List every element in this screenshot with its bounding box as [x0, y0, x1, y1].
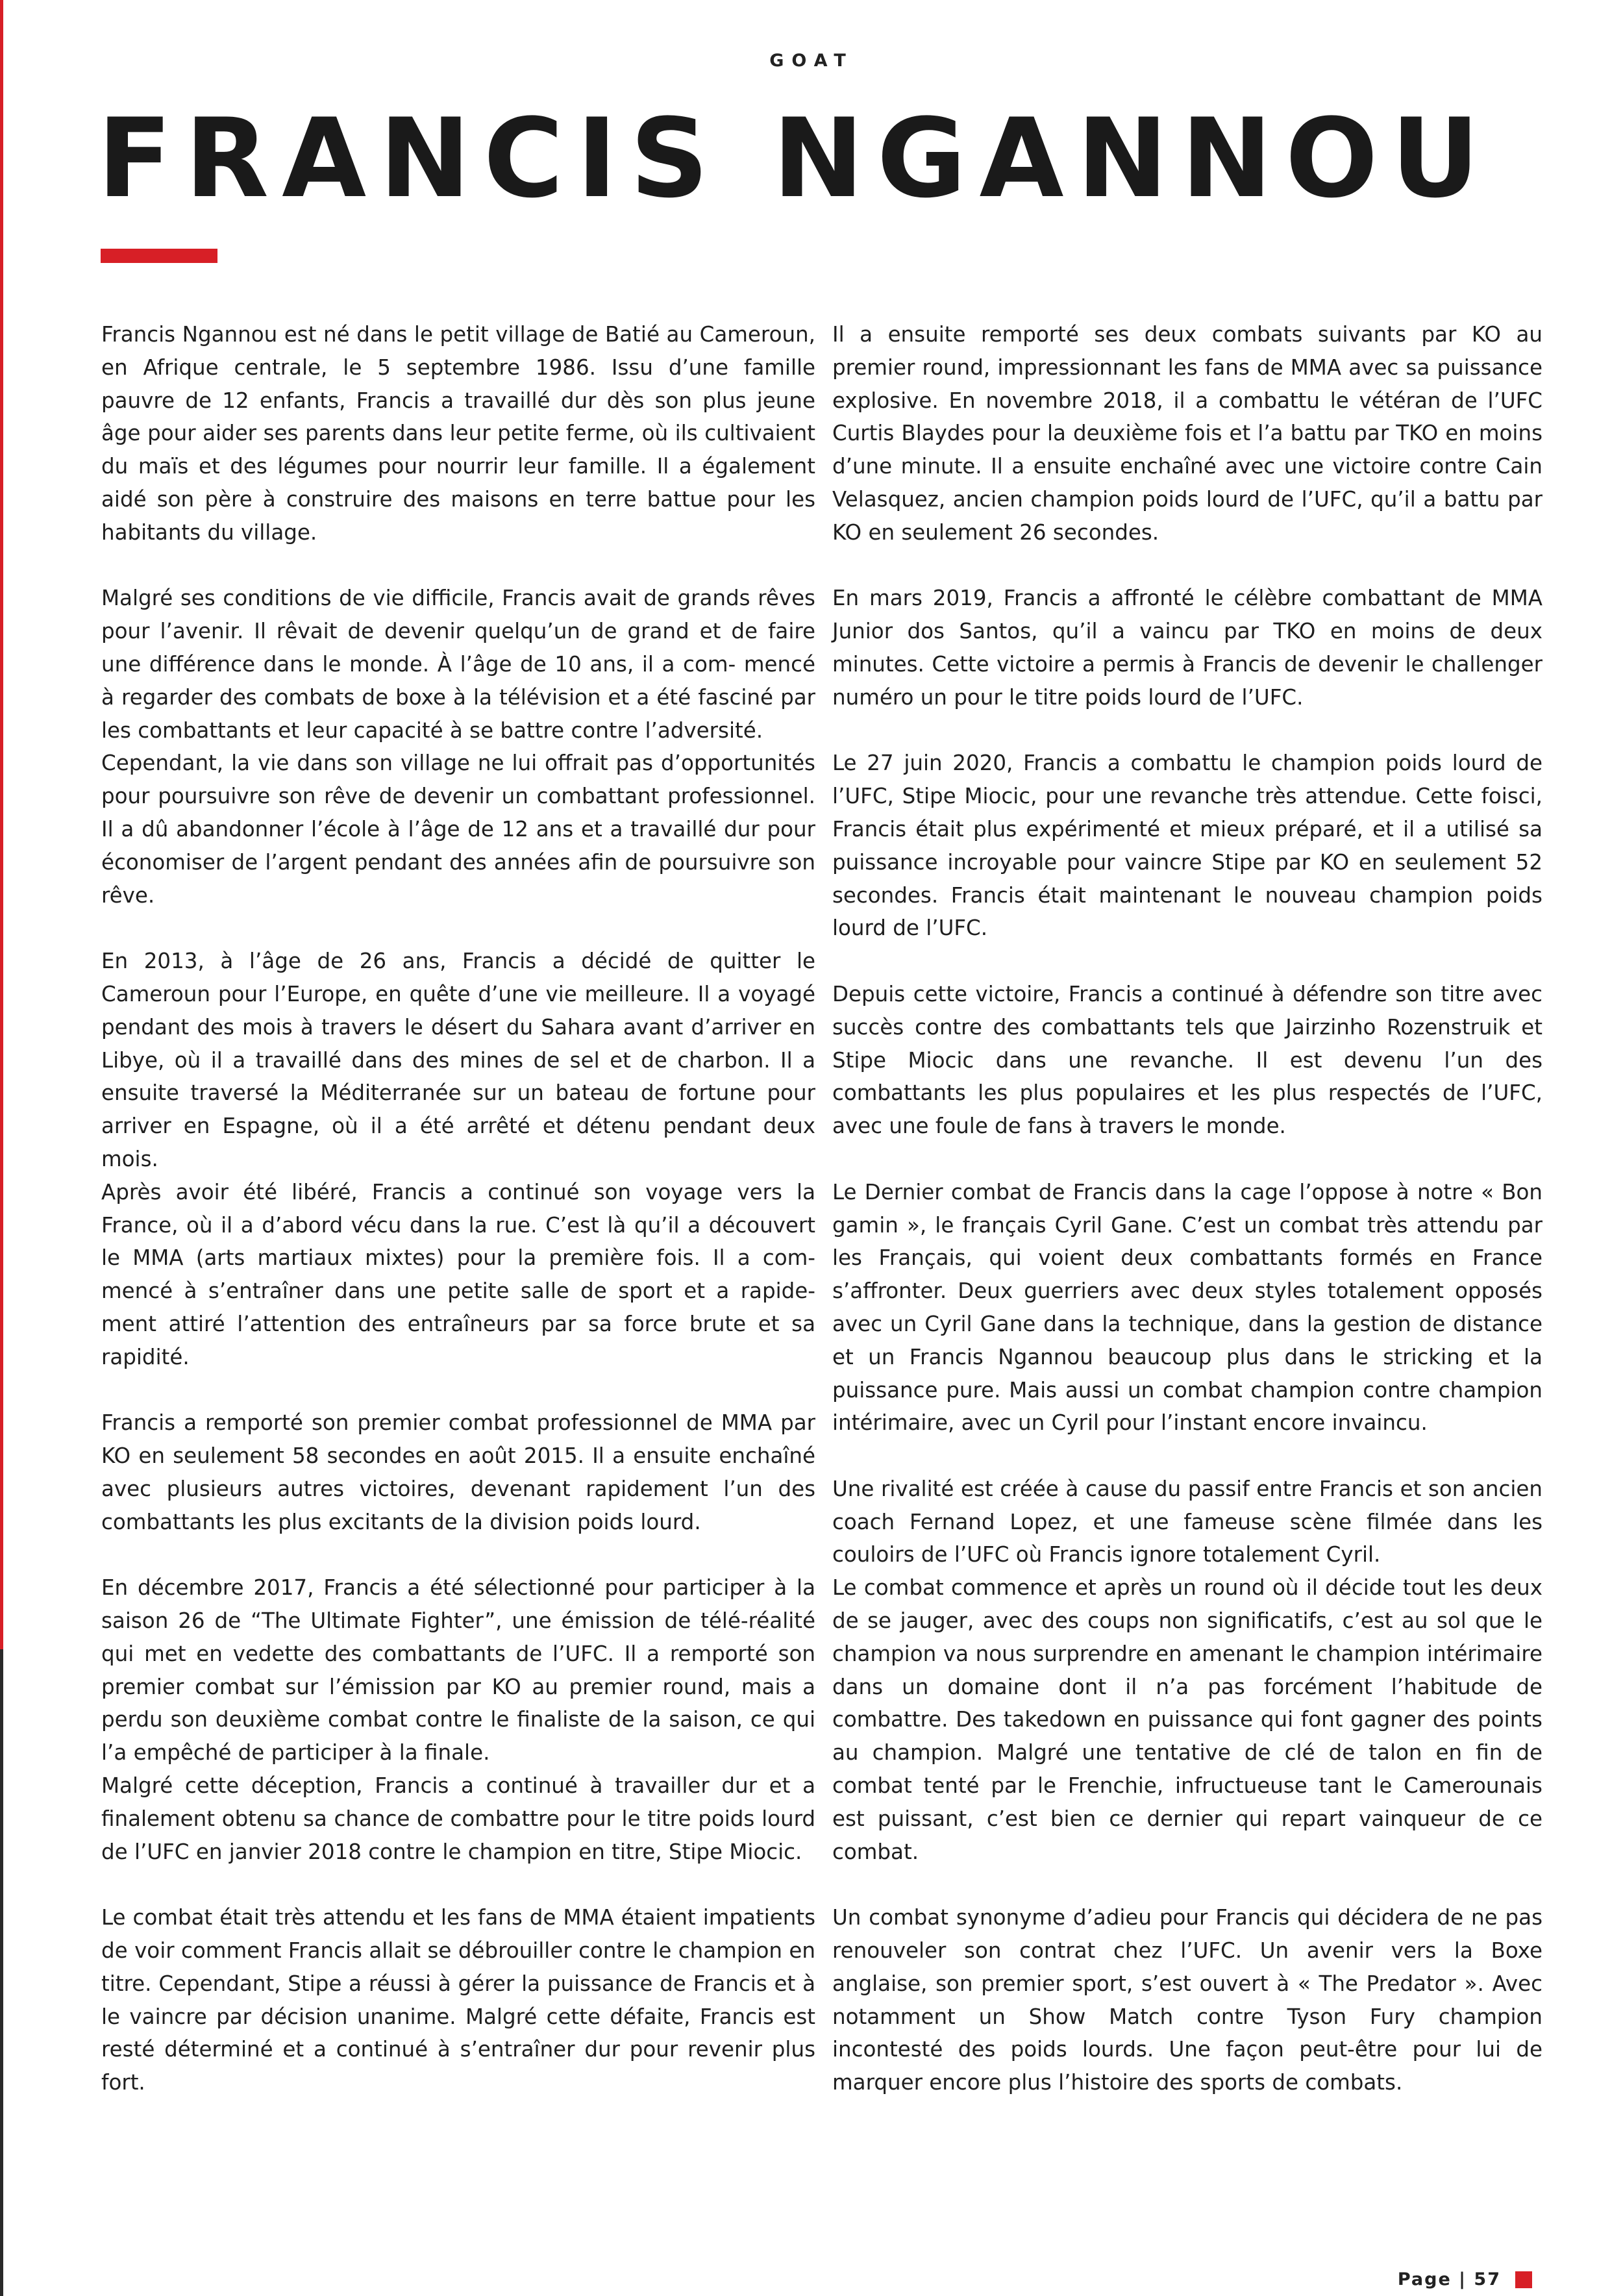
paragraph: Le combat était très attendu et les fans de MMA étaient impatients de voir comment Francis allait se débrouiller contre le champion en titre. Cependant, Stipe a réussi à gérer la puissance de Francis et à le vaincre par décision unanime. Malgré cette défaite, Francis est resté déterminé et a continué à s’entraîner dur pour revenir plus fort. — [101, 1905, 815, 2095]
paragraph: Le combat commence et après un round où il décide tout les deux de se jauger, avec des coups non significatifs, c’est au sol que le champion va nous surprendre en amenant le champion intérimaire dans un domaine dont il n’a pas forcément l’habitude de combattre. Des takedown en puissance qui font gagner des points au champion. Malgré une tentative de clé de talon en fin de combat tenté par le Frenchie, infructueuse tant le Camerounais est puissant, c’est bien ce dernier qui repart vainqueur de ce combat. — [832, 1575, 1542, 1864]
paragraph: Un combat synonyme d’adieu pour Francis qui décidera de ne pas renouveler son contrat chez l’UFC. Un avenir vers la Boxe anglaise, son premier sport, s’est ouvert à « The Predator ». Avec notamment un Show Match contre Tyson Fury champion incontesté des poids lourds. Une façon peut-être pour lui de marquer encore plus l’histoire des sports de combats. — [832, 1905, 1542, 2095]
paragraph: Francis a remporté son premier combat professionnel de MMA par KO en seulement 58 secondes en août 2015. Il a ensuite enchaîné avec plusieurs autres victoires, devenant rapidement l’un des combattants les plus excitants de la division poids lourd. — [101, 1410, 815, 1534]
article-column-left — [101, 318, 815, 2099]
page-number: Page | 57 — [1397, 2269, 1501, 2290]
paragraph: En décembre 2017, Francis a été sélectionné pour participer à la saison 26 de “The Ultimate Fighter”, une émission de télé-réalité qui met en vedette des combattants de l’UFC. Il a remporté son premier combat sur l’émission par KO au premier round, mais a perdu son deuxième combat contre le finaliste de la saison, ce qui l’a empêché de participer à la finale. — [101, 1575, 815, 1766]
left-edge-stripe — [0, 0, 3, 1649]
article-column-right — [832, 318, 1542, 2099]
page-footer — [1398, 2269, 1532, 2290]
paragraph: Il a ensuite remporté ses deux combats suivants par KO au premier round, impressionnant les fans de MMA avec sa puissance explosive. En novembre 2018, il a combattu le vétéran de l’UFC Curtis Blaydes pour la deuxième fois et l’a battu par TKO en moins d’une minute. Il a ensuite enchaîné avec une victoire contre Cain Velasquez, ancien champion poids lourd de l’UFC, qu’il a battu par KO en seulement 26 secondes. — [832, 322, 1542, 545]
paragraph: En mars 2019, Francis a affronté le célèbre combattant de MMA Junior dos Santos, qu’il a vaincu par TKO en moins de deux minutes. Cette victoire a permis à Francis de devenir le challenger numéro un pour le titre poids lourd de l’UFC. — [832, 586, 1542, 710]
section-kicker: GOAT — [769, 51, 854, 71]
paragraph: Depuis cette victoire, Francis a continué à défendre son titre avec succès contre des combattants tels que Jairzinho Rozenstruik et Stipe Miocic dans une revanche. Il est devenu l’un des combattants les plus populaires et les plus respectés de l’UFC, avec une foule de fans à travers le monde. — [832, 981, 1542, 1139]
page-title: FRANCIS NGANNOU — [97, 95, 1493, 222]
paragraph: Après avoir été libéré, Francis a continué son voyage vers la France, où il a d’abord vécu dans la rue. C’est là qu’il a découvert le MMA (arts martiaux mixtes) pour la première fois. Il a com- mencé à s’entraîner dans une petite salle de sport et a rapide- ment attiré l’attention des entraîneurs par sa force brute et sa rapidité. — [101, 1179, 815, 1369]
paragraph: Le Dernier combat de Francis dans la cage l’oppose à notre « Bon gamin », le français Cyril Gane. C’est un combat très attendu par les Français, qui voient deux combattants formés en France s’affronter. Deux guerriers avec deux styles totalement opposés avec un Cyril Gane dans la technique, dans la gestion de distance et un Francis Ngannou beaucoup plus dans le stricking et la puissance pure. Mais aussi un combat champion contre champion intérimaire, avec un Cyril pour l’instant encore invaincu. — [832, 1179, 1542, 1436]
red-square-icon — [1515, 2271, 1532, 2288]
paragraph: Le 27 juin 2020, Francis a combattu le champion poids lourd de l’UFC, Stipe Miocic, pour une revanche très attendue. Cette foisci, Francis était plus expérimenté et mieux préparé, et il a utilisé sa puissance incroyable pour vaincre Stipe par KO en seulement 52 secondes. Francis était maintenant le nouveau champion poids lourd de l’UFC. — [832, 751, 1542, 941]
left-edge-dark-stripe — [0, 1649, 3, 2296]
paragraph: Malgré ses conditions de vie difficile, Francis avait de grands rêves pour l’avenir. Il rêvait de devenir quelqu’un de grand et de faire une différence dans le monde. À l’âge de 10 ans, il a com- mencé à regarder des combats de boxe à la télévision et a été fasciné par les combattants et leur capacité à se battre contre l’adversité. — [101, 586, 815, 743]
paragraph: Malgré cette déception, Francis a continué à travailler dur et a finalement obtenu sa chance de combattre pour le titre poids lourd de l’UFC en janvier 2018 contre le champion en titre, Stipe Miocic. — [101, 1773, 815, 1864]
paragraph: Francis Ngannou est né dans le petit village de Batié au Cameroun, en Afrique centrale, le 5 septembre 1986. Issu d’une famille pauvre de 12 enfants, Francis a travaillé dur dès son plus jeune âge pour aider ses parents dans leur petite ferme, où ils cultivaient du maïs et des légumes pour nourrir leur famille. Il a également aidé son père à construire des maisons en terre battue pour les habitants du village. — [101, 322, 815, 545]
paragraph: Une rivalité est créée à cause du passif entre Francis et son ancien coach Fernand Lopez, et une fameuse scène filmée dans les couloirs de l’UFC où Francis ignore totalement Cyril. — [832, 1476, 1542, 1567]
paragraph: En 2013, à l’âge de 26 ans, Francis a décidé de quitter le Cameroun pour l’Europe, en quête d’une vie meilleure. Il a voyagé pendant des mois à travers le désert du Sahara avant d’arriver en Libye, où il a travaillé dans des mines de sel et de charbon. Il a ensuite traversé la Méditerranée sur un bateau de fortune pour arriver en Espagne, où il a été arrêté et détenu pendant deux mois. — [101, 949, 815, 1171]
paragraph: Cependant, la vie dans son village ne lui offrait pas d’opportunités pour poursuivre son rêve de devenir un combattant professionnel. Il a dû abandonner l’école à l’âge de 12 ans et a travaillé dur pour économiser de l’argent pendant des années afin de poursuivre son rêve. — [101, 751, 815, 908]
title-accent-bar — [101, 249, 217, 263]
